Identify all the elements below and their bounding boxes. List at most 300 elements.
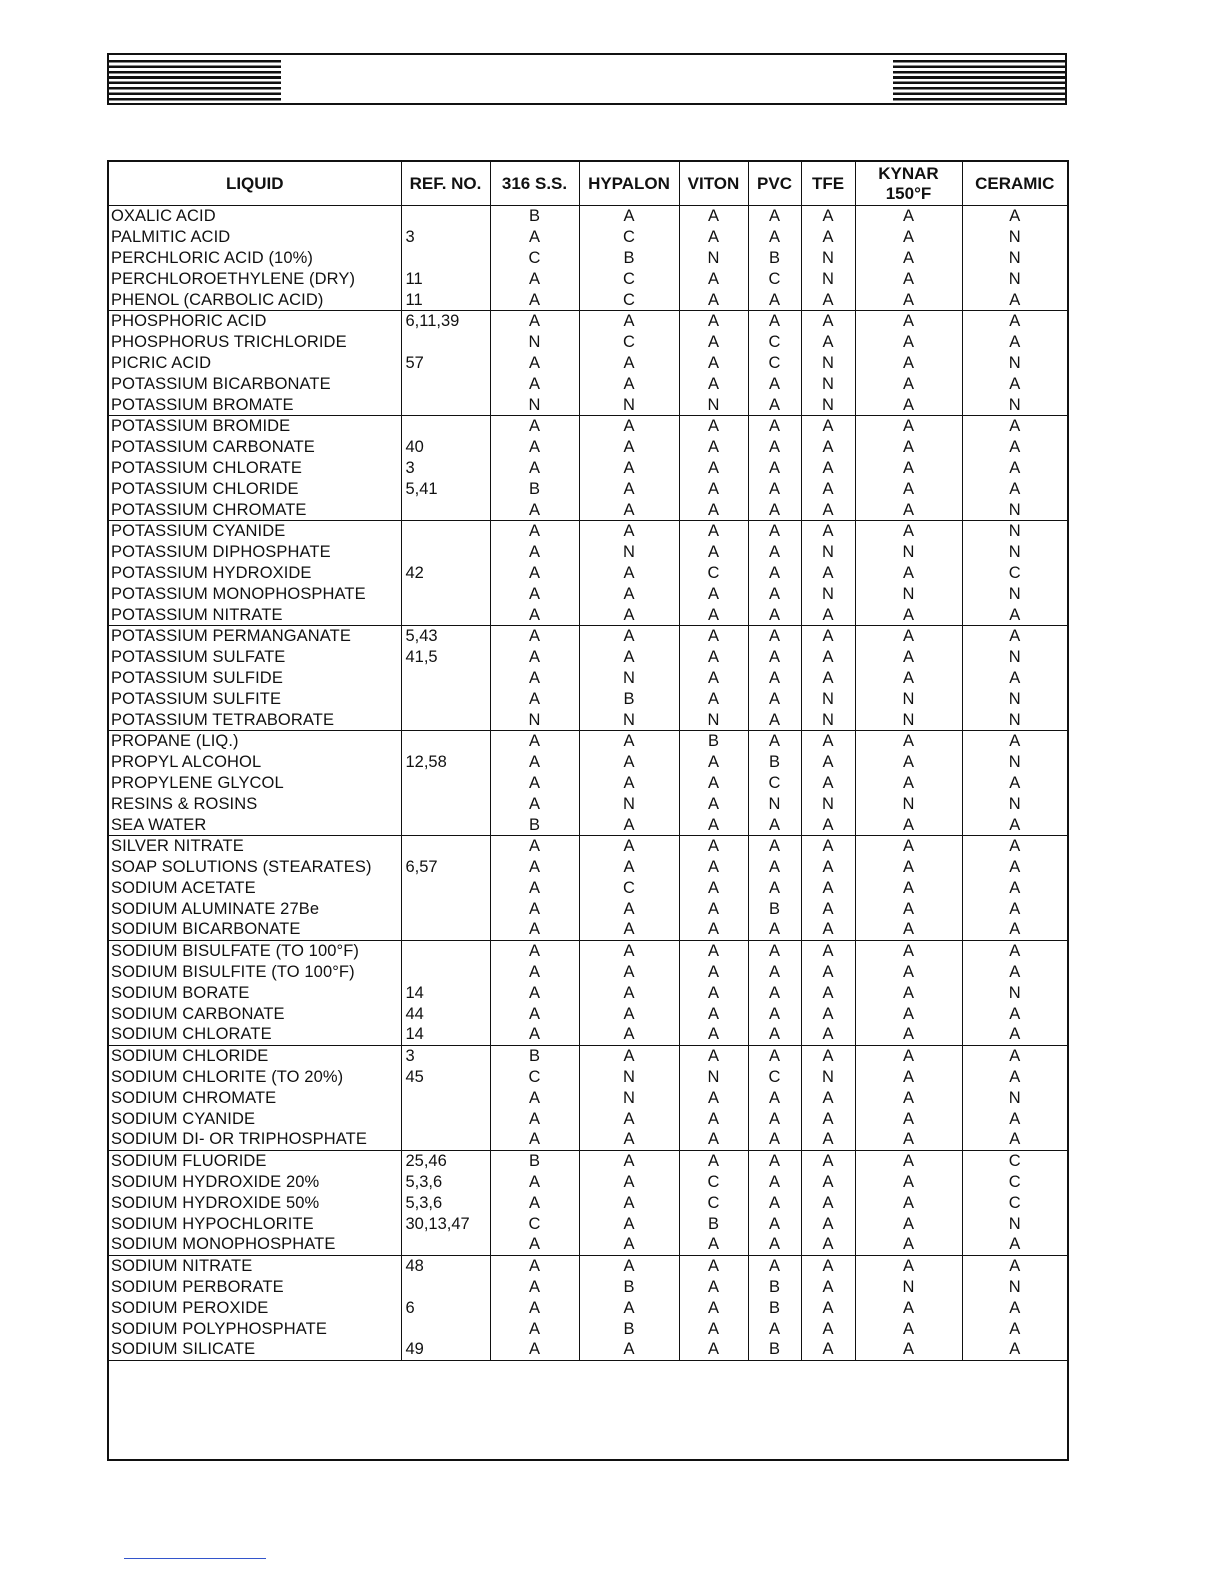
cell-liquid: POTASSIUM CARBONATE xyxy=(109,437,401,458)
cell-tfe: A xyxy=(801,878,855,899)
cell-ceramic: A xyxy=(1009,963,1021,982)
cell-kynar: A xyxy=(855,1339,962,1360)
cell-kynar: A xyxy=(855,835,962,856)
cell-viton: A xyxy=(679,688,748,709)
cell-pvc: A xyxy=(748,878,801,899)
cell-kynar: A xyxy=(855,268,962,289)
cell-liquid: POTASSIUM HYDROXIDE xyxy=(109,563,401,584)
table-row xyxy=(109,940,1067,961)
table-row xyxy=(109,499,1067,520)
cell-pvc: A xyxy=(748,1234,801,1255)
cell-tfe: A xyxy=(801,773,855,794)
cell-liquid: PHOSPHORIC ACID xyxy=(109,310,401,331)
cell-316ss: A xyxy=(490,373,579,394)
cell-tfe: A xyxy=(801,1297,855,1318)
cell-pvc: A xyxy=(748,1045,801,1066)
cell-ceramic: N xyxy=(1008,522,1021,541)
cell-tfe: A xyxy=(801,752,855,773)
cell-tfe: A xyxy=(801,919,855,940)
cell-kynar: A xyxy=(855,1024,962,1045)
cell-ceramic: A xyxy=(1009,942,1021,961)
cell-kynar: N xyxy=(855,688,962,709)
cell-pvc: C xyxy=(748,1067,801,1088)
cell-kynar: A xyxy=(855,248,962,269)
cell-tfe: A xyxy=(801,1339,855,1360)
cell-hypalon: A xyxy=(579,458,679,479)
table-row xyxy=(109,332,1067,353)
cell-tfe: A xyxy=(801,1108,855,1129)
cell-tfe: N xyxy=(801,709,855,730)
table-row xyxy=(109,1087,1067,1108)
cell-liquid: SODIUM FLUORIDE xyxy=(109,1150,401,1171)
cell-316ss: N xyxy=(490,394,579,415)
cell-hypalon: C xyxy=(579,268,679,289)
cell-316ss: A xyxy=(490,688,579,709)
cell-ref-no xyxy=(401,668,490,689)
table-row xyxy=(109,814,1067,835)
cell-viton: A xyxy=(679,752,748,773)
cell-liquid: SODIUM NITRATE xyxy=(109,1255,401,1276)
table-row xyxy=(109,415,1067,436)
cell-ceramic: N xyxy=(1008,353,1021,372)
cell-viton: A xyxy=(679,898,748,919)
cell-tfe: A xyxy=(801,499,855,520)
cell-tfe: A xyxy=(801,289,855,310)
cell-ceramic: A xyxy=(962,1129,1067,1150)
footer-link-underline xyxy=(124,1558,266,1559)
cell-kynar: A xyxy=(855,1318,962,1339)
cell-hypalon: A xyxy=(579,1003,679,1024)
cell-pvc: A xyxy=(748,542,801,563)
cell-ceramic: N xyxy=(1008,228,1021,247)
cell-kynar: A xyxy=(855,962,962,983)
cell-ceramic: N xyxy=(1008,248,1021,267)
cell-ceramic: A xyxy=(1009,1109,1021,1128)
cell-ref-no xyxy=(401,730,490,751)
table-row xyxy=(109,1108,1067,1129)
cell-ceramic: N xyxy=(1008,689,1021,708)
cell-ref-no: 41,5 xyxy=(401,647,490,668)
cell-316ss: A xyxy=(490,542,579,563)
cell-pvc: A xyxy=(748,709,801,730)
table-row xyxy=(109,1213,1067,1234)
cell-viton: A xyxy=(679,857,748,878)
cell-kynar: A xyxy=(855,1108,962,1129)
cell-pvc: B xyxy=(748,1297,801,1318)
cell-ref-no: 44 xyxy=(401,1003,490,1024)
cell-ref-no: 57 xyxy=(401,353,490,374)
cell-pvc: A xyxy=(748,415,801,436)
cell-hypalon: A xyxy=(579,520,679,541)
cell-liquid: PHOSPHORUS TRICHLORIDE xyxy=(109,332,401,353)
cell-viton: A xyxy=(679,1129,748,1150)
table-row xyxy=(109,1192,1067,1213)
cell-ref-no xyxy=(401,1129,490,1150)
cell-kynar: A xyxy=(855,1213,962,1234)
cell-ceramic: N xyxy=(1008,1088,1021,1107)
cell-pvc: C xyxy=(748,773,801,794)
cell-viton: A xyxy=(679,268,748,289)
cell-viton: A xyxy=(679,437,748,458)
cell-ref-no xyxy=(401,1234,490,1255)
table-row xyxy=(109,1277,1067,1298)
cell-hypalon: A xyxy=(579,1129,679,1150)
cell-pvc: A xyxy=(748,1192,801,1213)
cell-kynar: A xyxy=(855,373,962,394)
cell-316ss: A xyxy=(490,1129,579,1150)
cell-liquid: SODIUM PERBORATE xyxy=(109,1277,401,1298)
cell-liquid: SOAP SOLUTIONS (STEARATES) xyxy=(109,857,401,878)
cell-316ss: A xyxy=(490,583,579,604)
cell-ceramic: A xyxy=(1009,878,1021,897)
cell-pvc: A xyxy=(748,373,801,394)
cell-316ss: A xyxy=(490,268,579,289)
cell-hypalon: A xyxy=(579,1108,679,1129)
cell-liquid: PICRIC ACID xyxy=(109,353,401,374)
cell-viton: C xyxy=(679,1192,748,1213)
cell-316ss: A xyxy=(490,982,579,1003)
cell-316ss: A xyxy=(490,1297,579,1318)
cell-316ss: B xyxy=(490,1045,579,1066)
cell-kynar: A xyxy=(855,563,962,584)
cell-ceramic: N xyxy=(962,499,1067,520)
cell-liquid: SODIUM CHLORITE (TO 20%) xyxy=(109,1067,401,1088)
cell-ceramic: C xyxy=(1008,1193,1021,1212)
table-row xyxy=(109,793,1067,814)
cell-hypalon: A xyxy=(579,478,679,499)
cell-pvc: A xyxy=(748,499,801,520)
cell-ref-no: 11 xyxy=(401,289,490,310)
cell-tfe: A xyxy=(801,1277,855,1298)
cell-ref-no: 45 xyxy=(401,1067,490,1088)
cell-liquid: PERCHLOROETHYLENE (DRY) xyxy=(109,268,401,289)
cell-viton: A xyxy=(679,583,748,604)
cell-ref-no: 5,43 xyxy=(401,625,490,646)
table-row xyxy=(109,1255,1067,1276)
cell-kynar: A xyxy=(855,604,962,625)
cell-ref-no xyxy=(401,542,490,563)
cell-viton: A xyxy=(679,1255,748,1276)
cell-viton: A xyxy=(679,1108,748,1129)
cell-kynar: A xyxy=(855,394,962,415)
cell-pvc: C xyxy=(748,332,801,353)
cell-pvc: A xyxy=(748,982,801,1003)
cell-316ss: B xyxy=(490,206,579,227)
cell-kynar: A xyxy=(855,940,962,961)
cell-viton: A xyxy=(679,1150,748,1171)
cell-ref-no: 5,3,6 xyxy=(401,1172,490,1193)
cell-tfe: A xyxy=(801,1234,855,1255)
cell-pvc: A xyxy=(748,206,801,227)
cell-liquid: SODIUM CHROMATE xyxy=(109,1087,401,1108)
table-row xyxy=(109,919,1067,940)
cell-hypalon: C xyxy=(579,227,679,248)
cell-kynar: A xyxy=(855,478,962,499)
cell-hypalon: A xyxy=(579,898,679,919)
cell-316ss: A xyxy=(490,878,579,899)
cell-liquid: POTASSIUM SULFATE xyxy=(109,647,401,668)
cell-pvc: A xyxy=(748,1318,801,1339)
table-row xyxy=(109,394,1067,415)
table-row xyxy=(109,542,1067,563)
cell-316ss: A xyxy=(490,1172,579,1193)
cell-pvc: A xyxy=(748,940,801,961)
cell-ref-no xyxy=(401,373,490,394)
cell-316ss: A xyxy=(490,940,579,961)
cell-ceramic: A xyxy=(1009,1319,1021,1338)
cell-kynar: A xyxy=(855,1087,962,1108)
cell-viton: A xyxy=(679,1024,748,1045)
table-row xyxy=(109,878,1067,899)
cell-kynar: A xyxy=(855,499,962,520)
cell-ref-no: 3 xyxy=(401,458,490,479)
cell-kynar: A xyxy=(855,1129,962,1150)
table-row xyxy=(109,268,1067,289)
table-row xyxy=(109,1067,1067,1088)
cell-316ss: A xyxy=(490,227,579,248)
cell-ref-no xyxy=(401,583,490,604)
cell-316ss: A xyxy=(490,1255,579,1276)
cell-ceramic: A xyxy=(1009,1257,1021,1276)
cell-tfe: N xyxy=(801,793,855,814)
cell-viton: C xyxy=(679,1172,748,1193)
cell-viton: A xyxy=(679,520,748,541)
cell-pvc: A xyxy=(748,1150,801,1171)
cell-hypalon: N xyxy=(579,1067,679,1088)
cell-kynar: A xyxy=(855,227,962,248)
cell-tfe: A xyxy=(801,415,855,436)
header-row xyxy=(109,162,1067,206)
cell-ref-no: 6,57 xyxy=(401,857,490,878)
table-row xyxy=(109,289,1067,310)
cell-kynar: A xyxy=(855,1150,962,1171)
cell-hypalon: A xyxy=(579,1255,679,1276)
cell-ref-no xyxy=(401,415,490,436)
cell-hypalon: A xyxy=(579,604,679,625)
cell-pvc: A xyxy=(748,563,801,584)
cell-liquid: SODIUM DI- OR TRIPHOSPHATE xyxy=(109,1129,401,1150)
cell-ceramic: A xyxy=(1009,899,1021,918)
cell-liquid: SODIUM BISULFATE (TO 100°F) xyxy=(109,940,401,961)
cell-ceramic: A xyxy=(1009,458,1021,477)
cell-ceramic: C xyxy=(1008,1173,1021,1192)
cell-tfe: A xyxy=(801,1318,855,1339)
cell-ceramic: A xyxy=(1009,333,1021,352)
table-row xyxy=(109,373,1067,394)
cell-hypalon: A xyxy=(579,373,679,394)
cell-viton: A xyxy=(679,289,748,310)
cell-hypalon: A xyxy=(579,730,679,751)
cell-hypalon: A xyxy=(579,962,679,983)
header-bar xyxy=(107,53,1067,105)
cell-tfe: N xyxy=(801,268,855,289)
cell-316ss: A xyxy=(490,898,579,919)
cell-tfe: A xyxy=(801,478,855,499)
cell-316ss: A xyxy=(490,458,579,479)
cell-viton: N xyxy=(679,394,748,415)
cell-316ss: A xyxy=(490,499,579,520)
cell-liquid: RESINS & ROSINS xyxy=(109,793,401,814)
cell-316ss: A xyxy=(490,415,579,436)
cell-ceramic: A xyxy=(1009,773,1021,792)
table-row xyxy=(109,709,1067,730)
cell-hypalon: N xyxy=(579,1087,679,1108)
col-header-ceramic: CERAMIC xyxy=(962,162,1067,206)
cell-viton: A xyxy=(679,353,748,374)
cell-kynar: N xyxy=(855,709,962,730)
kynar-temp-label: 150°F xyxy=(885,183,932,203)
col-header-viton: VITON xyxy=(679,162,748,206)
cell-liquid: POTASSIUM TETRABORATE xyxy=(109,709,401,730)
cell-hypalon: A xyxy=(579,940,679,961)
cell-ref-no xyxy=(401,835,490,856)
cell-viton: A xyxy=(679,878,748,899)
col-header-ref-no: REF. NO. xyxy=(401,162,490,206)
cell-316ss: A xyxy=(490,563,579,584)
cell-ref-no: 3 xyxy=(401,227,490,248)
cell-viton: A xyxy=(679,206,748,227)
cell-316ss: A xyxy=(490,730,579,751)
cell-tfe: A xyxy=(801,1045,855,1066)
cell-ceramic: A xyxy=(962,1024,1067,1045)
cell-ceramic: A xyxy=(962,919,1067,940)
cell-tfe: A xyxy=(801,898,855,919)
cell-ref-no: 6,11,39 xyxy=(401,310,490,331)
cell-kynar: A xyxy=(855,1234,962,1255)
cell-kynar: A xyxy=(855,898,962,919)
cell-pvc: B xyxy=(748,898,801,919)
cell-liquid: POTASSIUM CHLORIDE xyxy=(109,478,401,499)
cell-pvc: A xyxy=(748,1172,801,1193)
cell-viton: A xyxy=(679,1339,748,1360)
cell-tfe: A xyxy=(801,604,855,625)
cell-pvc: A xyxy=(748,1087,801,1108)
cell-pvc: A xyxy=(748,814,801,835)
cell-pvc: A xyxy=(748,857,801,878)
cell-tfe: A xyxy=(801,814,855,835)
table-row xyxy=(109,857,1067,878)
table-row xyxy=(109,1234,1067,1255)
table-row xyxy=(109,1024,1067,1045)
cell-ceramic: A xyxy=(1009,479,1021,498)
cell-316ss: A xyxy=(490,604,579,625)
cell-ceramic: N xyxy=(1008,1278,1021,1297)
cell-ceramic: A xyxy=(1009,312,1021,331)
cell-ref-no: 14 xyxy=(401,982,490,1003)
cell-316ss: A xyxy=(490,773,579,794)
cell-hypalon: A xyxy=(579,835,679,856)
cell-liquid: PROPYLENE GLYCOL xyxy=(109,773,401,794)
cell-316ss: N xyxy=(490,709,579,730)
cell-hypalon: N xyxy=(579,793,679,814)
cell-hypalon: A xyxy=(579,437,679,458)
cell-ref-no xyxy=(401,814,490,835)
cell-viton: B xyxy=(679,730,748,751)
cell-viton: A xyxy=(679,373,748,394)
cell-viton: A xyxy=(679,1087,748,1108)
header-stripes-right xyxy=(893,60,1065,104)
cell-kynar: A xyxy=(855,668,962,689)
cell-ceramic: A xyxy=(1009,1068,1021,1087)
cell-liquid: OXALIC ACID xyxy=(109,206,401,227)
cell-liquid: POTASSIUM NITRATE xyxy=(109,604,401,625)
cell-hypalon: A xyxy=(579,1045,679,1066)
table-row xyxy=(109,835,1067,856)
table-row xyxy=(109,1003,1067,1024)
cell-316ss: A xyxy=(490,647,579,668)
cell-liquid: SODIUM HYDROXIDE 50% xyxy=(109,1192,401,1213)
cell-316ss: B xyxy=(490,1150,579,1171)
cell-hypalon: C xyxy=(579,289,679,310)
cell-pvc: A xyxy=(748,835,801,856)
col-header-pvc: PVC xyxy=(748,162,801,206)
cell-kynar: A xyxy=(855,625,962,646)
cell-ceramic: A xyxy=(962,1339,1067,1360)
cell-316ss: A xyxy=(490,1277,579,1298)
cell-ref-no xyxy=(401,520,490,541)
cell-ceramic: A xyxy=(1009,627,1021,646)
cell-tfe: A xyxy=(801,1003,855,1024)
cell-liquid: SODIUM HYDROXIDE 20% xyxy=(109,1172,401,1193)
table-row xyxy=(109,478,1067,499)
cell-viton: A xyxy=(679,773,748,794)
cell-pvc: A xyxy=(748,310,801,331)
cell-kynar: A xyxy=(855,814,962,835)
cell-liquid: PHENOL (CARBOLIC ACID) xyxy=(109,289,401,310)
cell-kynar: A xyxy=(855,773,962,794)
cell-316ss: A xyxy=(490,353,579,374)
cell-316ss: A xyxy=(490,520,579,541)
cell-liquid: POTASSIUM PERMANGANATE xyxy=(109,625,401,646)
cell-ceramic: A xyxy=(962,814,1067,835)
cell-tfe: A xyxy=(801,1213,855,1234)
table-row xyxy=(109,668,1067,689)
cell-316ss: C xyxy=(490,248,579,269)
cell-pvc: C xyxy=(748,268,801,289)
table-row xyxy=(109,647,1067,668)
cell-ceramic: A xyxy=(1009,417,1021,436)
cell-viton: A xyxy=(679,542,748,563)
cell-viton: A xyxy=(679,1297,748,1318)
table-row xyxy=(109,898,1067,919)
cell-hypalon: A xyxy=(579,1024,679,1045)
cell-kynar: A xyxy=(855,878,962,899)
table-row xyxy=(109,1339,1067,1360)
cell-tfe: A xyxy=(801,1150,855,1171)
cell-tfe: A xyxy=(801,647,855,668)
cell-316ss: A xyxy=(490,1003,579,1024)
cell-ceramic: N xyxy=(1008,543,1021,562)
cell-316ss: A xyxy=(490,1339,579,1360)
chemical-resistance-chart xyxy=(107,160,1069,1461)
table-row xyxy=(109,962,1067,983)
cell-pvc: A xyxy=(748,919,801,940)
cell-tfe: A xyxy=(801,962,855,983)
cell-ref-no xyxy=(401,394,490,415)
cell-kynar: A xyxy=(855,982,962,1003)
cell-tfe: A xyxy=(801,625,855,646)
kynar-label: KYNAR xyxy=(878,163,939,183)
cell-hypalon: A xyxy=(579,1339,679,1360)
cell-ceramic: N xyxy=(1008,584,1021,603)
cell-viton: A xyxy=(679,1318,748,1339)
cell-hypalon: A xyxy=(579,1297,679,1318)
cell-316ss: C xyxy=(490,1067,579,1088)
cell-ref-no: 5,3,6 xyxy=(401,1192,490,1213)
cell-pvc: N xyxy=(748,793,801,814)
cell-316ss: A xyxy=(490,289,579,310)
cell-liquid: SODIUM HYPOCHLORITE xyxy=(109,1213,401,1234)
